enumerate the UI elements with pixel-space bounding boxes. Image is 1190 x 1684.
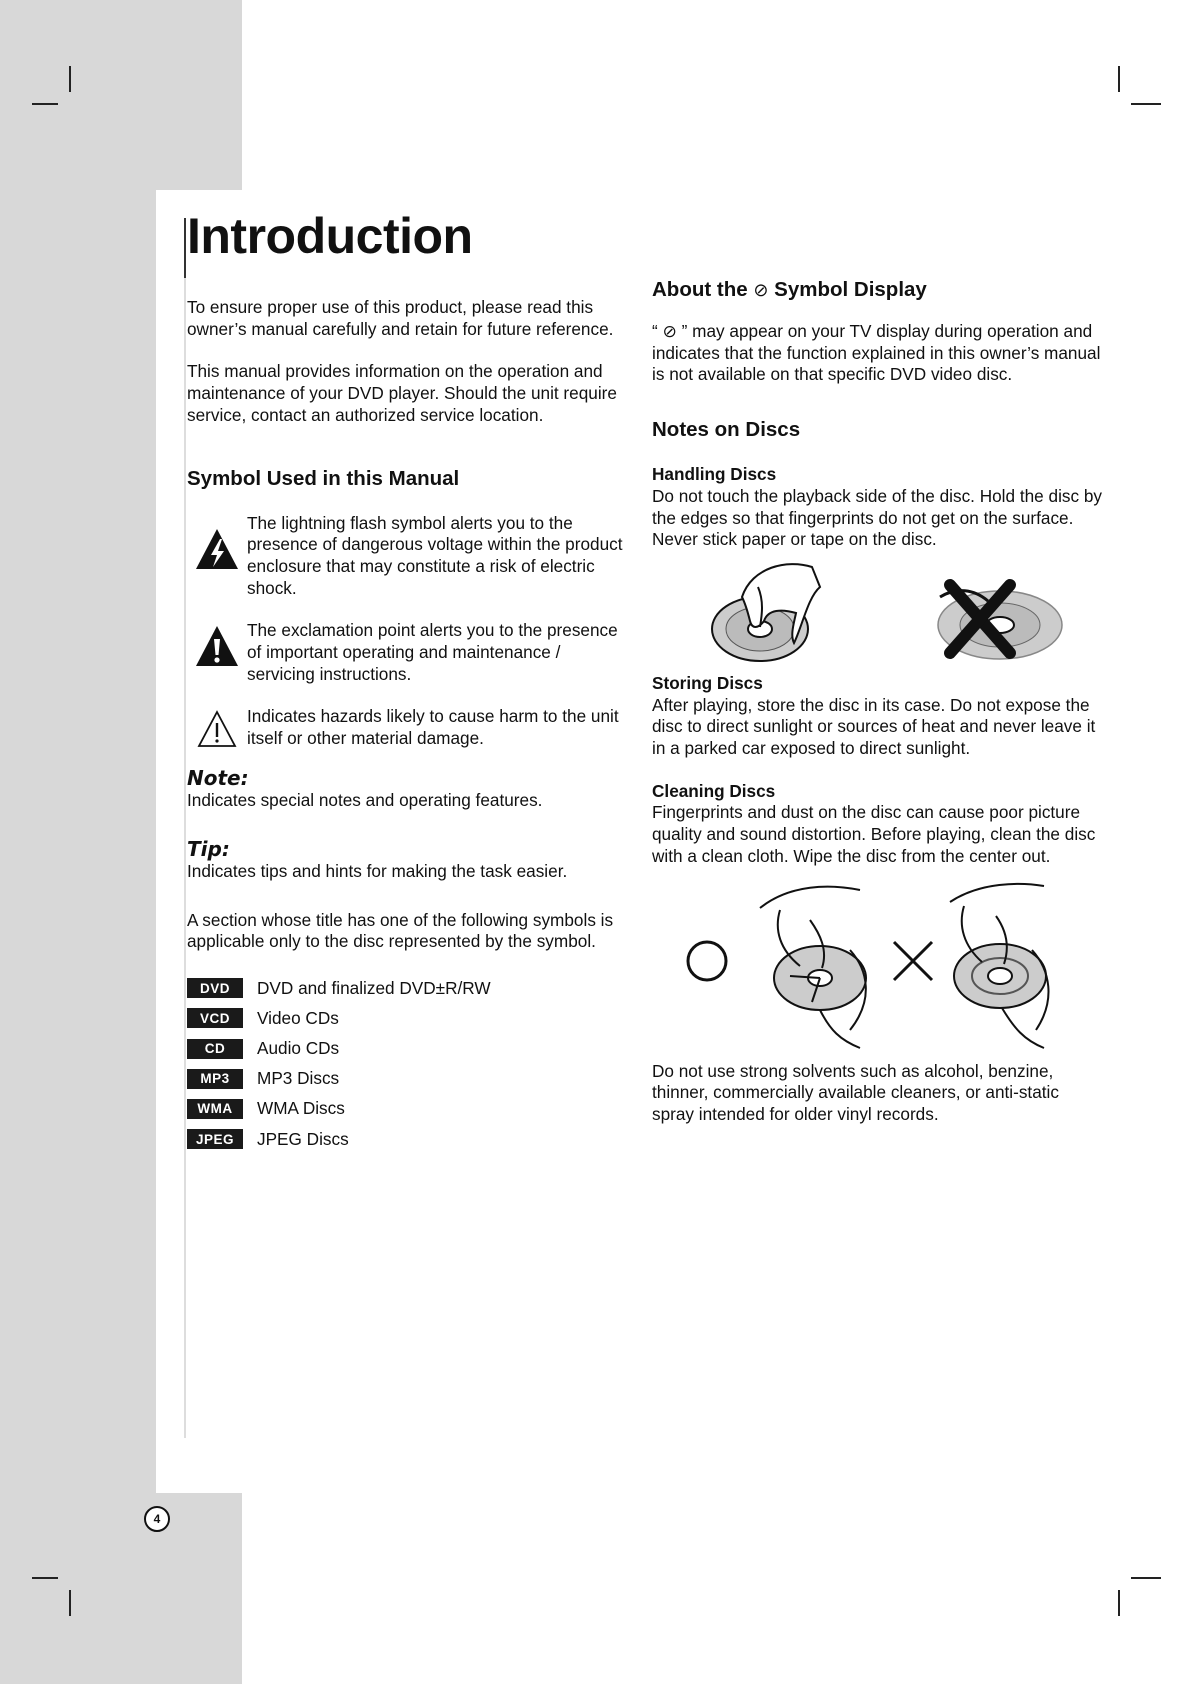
- crop-mark: [1118, 66, 1120, 92]
- disc-type-label: JPEG Discs: [257, 1128, 349, 1149]
- disc-badge: WMA: [187, 1099, 243, 1119]
- right-column: [652, 278, 1102, 1126]
- correct-mark-icon: [682, 936, 732, 986]
- disc-type-label: WMA Discs: [257, 1098, 345, 1119]
- title-rule: [184, 218, 186, 278]
- cleaning-text: Fingerprints and dust on the disc can cause poor picture quality and sound distortion. Before playing, clean the disc with a clean cloth. Wipe the disc from the center out.: [652, 802, 1096, 866]
- about-heading-pre: About the: [652, 278, 748, 301]
- disc-badge: VCD: [187, 1008, 243, 1028]
- disc-type-label: Audio CDs: [257, 1038, 340, 1059]
- disc-type-row: [187, 1124, 627, 1154]
- disc-type-label: MP3 Discs: [257, 1068, 340, 1089]
- symbol-section-heading: Symbol Used in this Manual: [187, 466, 460, 490]
- crop-mark: [32, 103, 58, 105]
- disc-badge: JPEG: [187, 1129, 243, 1149]
- page-gray-margin: [0, 0, 156, 1684]
- lightning-warning-icon: [194, 527, 240, 571]
- incorrect-cleaning-icon: [940, 880, 1080, 1050]
- disc-badge: DVD: [187, 978, 243, 998]
- intro-paragraph-2: This manual provides information on the operation and maintenance of your DVD player. Should the unit require service, contact an authorized service location.: [187, 361, 617, 425]
- crop-mark: [1131, 1577, 1161, 1579]
- disc-badge: CD: [187, 1039, 243, 1059]
- notes-heading: Notes on Discs: [652, 418, 801, 442]
- left-column: [187, 297, 627, 1154]
- correct-handling-icon: [702, 557, 842, 677]
- storing-text: After playing, store the disc in its case. Do not expose the disc to direct sunlight or sources of heat and never leave it in a parked car exposed to direct sunlight.: [652, 694, 1096, 759]
- lightning-description: The lightning flash symbol alerts you to the presence of dangerous voltage within the product enclosure that may constitute a risk of electric shock.: [247, 512, 623, 598]
- incorrect-mark-icon: [888, 936, 938, 986]
- disc-badge: MP3: [187, 1069, 243, 1089]
- note-description: Indicates special notes and operating features.: [187, 789, 543, 810]
- page-title: Introduction: [187, 208, 473, 264]
- exclamation-symbol-row: [187, 620, 627, 685]
- about-symbol-heading: [652, 278, 1102, 302]
- about-symbol-text: “ ⊘ ” may appear on your TV display during operation and indicates that the function explained in this owner’s manual is not available on that specific DVD video disc.: [652, 321, 1101, 385]
- page-number: 4: [144, 1506, 170, 1532]
- section-symbols-paragraph: A section whose title has one of the following symbols is applicable only to the disc represented by the symbol.: [187, 909, 614, 952]
- correct-cleaning-icon: [750, 880, 890, 1050]
- intro-paragraph-1: To ensure proper use of this product, please read this owner’s manual carefully and retain for future reference.: [187, 297, 614, 339]
- cleaning-heading: Cleaning Discs: [652, 780, 776, 801]
- crop-mark: [32, 1577, 58, 1579]
- note-heading: Note:: [187, 765, 249, 790]
- page-gray-top: [0, 0, 242, 190]
- handling-heading: Handling Discs: [652, 464, 777, 485]
- crop-mark: [69, 66, 71, 92]
- disc-type-list: [187, 973, 627, 1154]
- incorrect-handling-icon: [910, 557, 1080, 677]
- solvents-warning-text: Do not use strong solvents such as alcohol, benzine, thinner, commercially available cleaners, or anti-static spray intended for older vinyl records.: [652, 1060, 1059, 1124]
- disc-type-row: [187, 1064, 627, 1094]
- handling-illustration: [652, 551, 1102, 673]
- disc-type-row: [187, 1003, 627, 1033]
- disc-type-row: [187, 1094, 627, 1124]
- disc-type-label: Video CDs: [257, 1007, 339, 1028]
- about-heading-post: Symbol Display: [774, 278, 927, 301]
- lightning-symbol-row: [187, 513, 627, 600]
- cleaning-illustration: [652, 868, 1102, 1058]
- crop-mark: [1118, 1590, 1120, 1616]
- crop-mark: [1131, 103, 1161, 105]
- exclamation-warning-icon: [194, 624, 240, 668]
- storing-heading: Storing Discs: [652, 672, 763, 693]
- page-gray-bottom: [0, 1493, 242, 1684]
- left-rule: [184, 218, 186, 1438]
- tip-description: Indicates tips and hints for making the task easier.: [187, 860, 568, 881]
- hazard-symbol-row: [187, 706, 627, 749]
- crop-mark: [69, 1590, 71, 1616]
- hazard-description: Indicates hazards likely to cause harm to the unit itself or other material damage.: [247, 706, 619, 749]
- caution-icon: [197, 710, 237, 748]
- disc-type-row: [187, 1033, 627, 1063]
- handling-text: Do not touch the playback side of the disc. Hold the disc by the edges so that fingerprints do not get on the surface. Never stick paper or tape on the disc.: [652, 485, 1102, 550]
- exclamation-description: The exclamation point alerts you to the presence of important operating and maintenance / servicing instructions.: [247, 620, 618, 684]
- disc-type-row: [187, 973, 627, 1003]
- prohibited-symbol-icon: ⊘: [753, 280, 769, 301]
- disc-type-label: DVD and finalized DVD±R/RW: [257, 977, 491, 998]
- tip-heading: Tip:: [187, 837, 230, 862]
